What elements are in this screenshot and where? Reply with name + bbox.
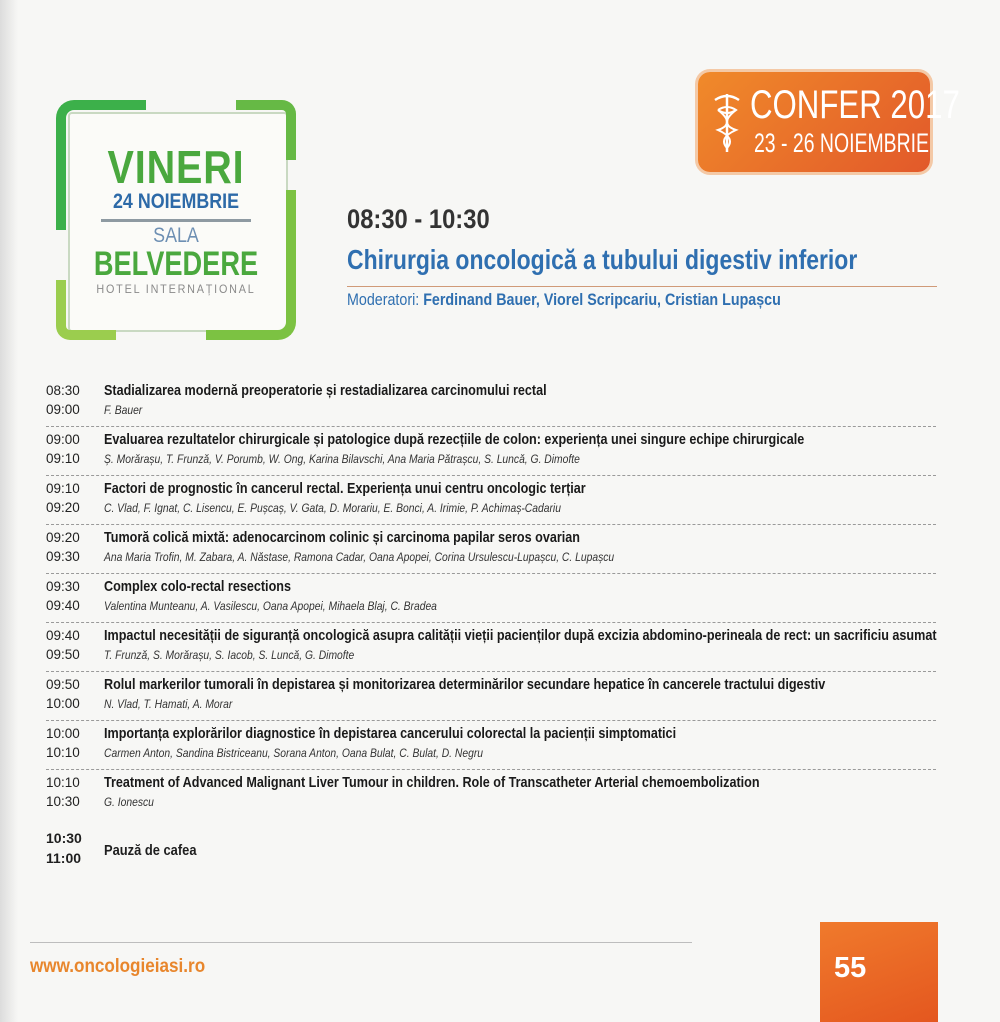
program-row (46, 427, 936, 476)
talk-title: Factori de prognostic în cancerul rectal. Experiența unui centru oncologic terțiar (104, 480, 586, 497)
badge-text (56, 141, 296, 297)
page-edge-shadow (0, 0, 18, 1022)
caduceus-icon (712, 90, 742, 154)
page-number-box (820, 922, 938, 1022)
talk-authors: C. Vlad, F. Ignat, C. Lisencu, E. Pușcaș, V. Gata, D. Morariu, E. Bonci, A. Irimie, P. Achimaș-Cadariu (104, 501, 561, 515)
badge-divider (101, 219, 251, 222)
session-time: 08:30 - 10:30 (347, 204, 490, 234)
talk-authors: Ana Maria Trofin, M. Zabara, A. Năstase, Ramona Cadar, Oana Apopei, Corina Ursulescu-Lupașcu, C. Lupașcu (104, 550, 615, 564)
session-title: Chirurgia oncologică a tubului digestiv inferior (347, 244, 858, 275)
talk-authors: Carmen Anton, Sandina Bistriceanu, Sorana Anton, Oana Bulat, C. Bulat, D. Negru (104, 746, 484, 760)
talk-authors: N. Vlad, T. Hamati, A. Morar (104, 697, 233, 711)
talk-authors: T. Frunză, S. Morărașu, S. Iacob, S. Luncă, G. Dimofte (104, 648, 355, 662)
badge-hall: BELVEDERE (93, 245, 259, 283)
program-row (46, 574, 936, 623)
talk-title: Importanța explorărilor diagnostice în depistarea cancerului colorectal la pacienții simptomatici (104, 725, 677, 742)
badge-date: 24 NOIEMBRIE (113, 190, 239, 213)
talk-title: Tumoră colică mixtă: adenocarcinom colinic și carcinoma papilar seros ovarian (104, 529, 580, 546)
program-row (46, 378, 936, 427)
footer-url[interactable]: www.oncologieiasi.ro (30, 956, 206, 977)
talk-authors: F. Bauer (104, 403, 143, 417)
badge-sala: SALA (153, 224, 199, 247)
talk-title: Stadializarea modernă preoperatorie și restadializarea carcinomului rectal (104, 382, 547, 399)
talk-authors: Ș. Morărașu, T. Frunză, V. Porumb, W. Ong, Karina Bilavschi, Ana Maria Pătrașcu, S. Luncă, G. Dimofte (104, 452, 580, 466)
talk-start-time: 08:30 (46, 383, 80, 398)
talk-start-time: 09:00 (46, 432, 80, 447)
talk-authors: G. Ionescu (104, 795, 154, 809)
talk-end-time: 10:00 (46, 696, 80, 711)
footer-divider (30, 942, 692, 943)
program-row (46, 623, 936, 672)
badge-day: VINERI (107, 141, 245, 193)
talk-end-time: 09:00 (46, 402, 80, 417)
moderators-label: Moderatori: (347, 290, 420, 309)
talk-authors: Valentina Munteanu, A. Vasilescu, Oana Apopei, Mihaela Blaj, C. Bradea (104, 599, 437, 613)
talk-title: Treatment of Advanced Malignant Liver Tumour in children. Role of Transcatheter Arterial chemoembolization (104, 774, 760, 791)
talk-title: Impactul necesității de siguranță oncologică asupra calității vieții pacienților după excizia abdomino-perineala de rect: un sacrificiu asumat (104, 627, 937, 644)
talk-start-time: 09:10 (46, 481, 80, 496)
talk-end-time: 09:10 (46, 451, 80, 466)
program-row (46, 525, 936, 574)
talk-start-time: 10:00 (46, 726, 80, 741)
program-row (46, 770, 936, 818)
conference-dates: 23 - 26 NOIEMBRIE (754, 128, 930, 158)
talk-title: Rolul markerilor tumorali în depistarea și monitorizarea determinărilor secundare hepatice în cancerele tractului digestiv (104, 676, 826, 693)
break-start-time: 10:30 (46, 830, 82, 846)
program-list (46, 378, 936, 818)
talk-start-time: 09:20 (46, 530, 80, 545)
program-row (46, 721, 936, 770)
break-label: Pauză de cafea (104, 842, 197, 859)
talk-end-time: 10:10 (46, 745, 80, 760)
moderators-names: Ferdinand Bauer, Viorel Scripcariu, Cristian Lupașcu (423, 290, 781, 309)
talk-end-time: 09:30 (46, 549, 80, 564)
talk-end-time: 09:50 (46, 647, 80, 662)
conference-title: CONFER 2017 (750, 83, 960, 127)
session-moderators (347, 290, 781, 310)
badge-hotel: HOTEL INTERNAȚIONAL (96, 282, 256, 296)
break-end-time: 11:00 (46, 850, 82, 866)
talk-end-time: 09:20 (46, 500, 80, 515)
program-row (46, 476, 936, 525)
conference-badge (698, 72, 960, 172)
day-venue-badge (56, 100, 296, 340)
talk-start-time: 09:30 (46, 579, 80, 594)
session-divider (347, 286, 937, 287)
program-row (46, 672, 936, 721)
coffee-break-row (46, 830, 446, 870)
talk-start-time: 10:10 (46, 775, 80, 790)
page-number: 55 (834, 952, 867, 984)
talk-end-time: 09:40 (46, 598, 80, 613)
talk-end-time: 10:30 (46, 794, 80, 809)
talk-start-time: 09:50 (46, 677, 80, 692)
talk-title: Evaluarea rezultatelor chirurgicale și patologice după rezecțiile de colon: experiența unei singure echipe chirurgicale (104, 431, 805, 448)
talk-start-time: 09:40 (46, 628, 80, 643)
talk-title: Complex colo-rectal resections (104, 578, 291, 595)
